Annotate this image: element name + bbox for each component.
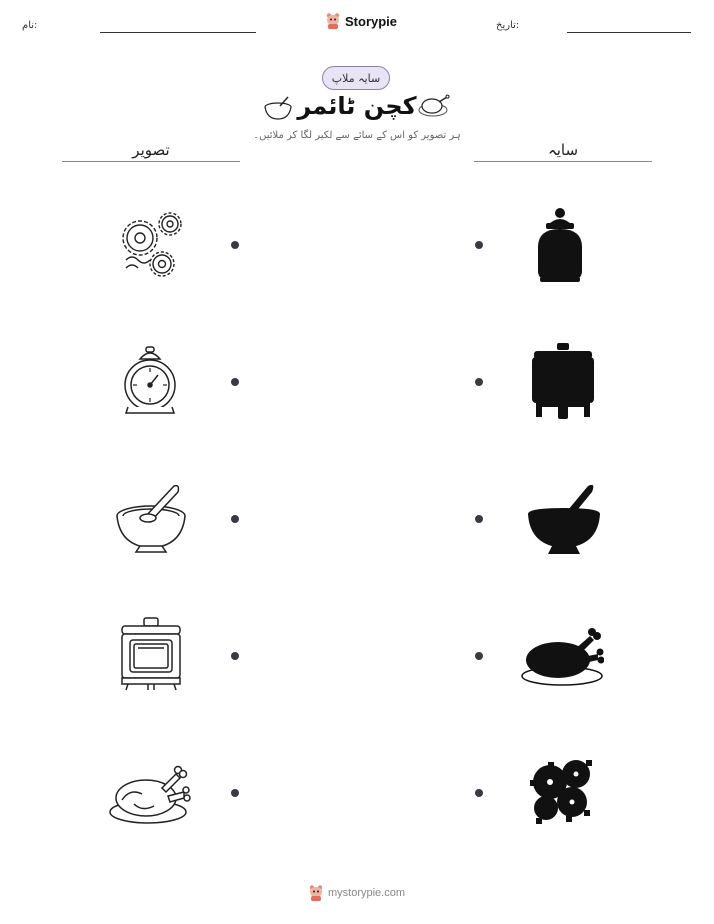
- gears-icon: [118, 210, 184, 280]
- name-label: نام:: [22, 20, 38, 31]
- shadow-dot-3[interactable]: [475, 515, 483, 523]
- lidded-pot-shadow-icon: [530, 207, 590, 283]
- shadow-dot-2[interactable]: [475, 378, 483, 386]
- shadow-dot-1[interactable]: [475, 241, 483, 249]
- date-label: تاریخ:: [496, 20, 520, 31]
- mixing-bowl-icon: [114, 482, 188, 556]
- shadows-heading-rule: [474, 161, 652, 162]
- worksheet-title: کچن ٹائمر: [297, 92, 417, 120]
- instruction-text: ہر تصویر کو اس کے سائے سے لکیر لگا کر ملائیں۔: [253, 130, 461, 141]
- pictures-heading-rule: [62, 161, 240, 162]
- shadows-heading: سایہ: [547, 141, 579, 159]
- footer: [308, 884, 405, 902]
- name-line: [100, 32, 256, 33]
- brand-logo: [325, 12, 397, 30]
- wood-stove-icon: [118, 616, 184, 692]
- shadow-dot-5[interactable]: [475, 789, 483, 797]
- activity-badge: سایہ ملاپ: [322, 66, 390, 90]
- pictures-heading: تصویر: [132, 141, 170, 159]
- picture-dot-3[interactable]: [231, 515, 239, 523]
- shadow-dot-4[interactable]: [475, 652, 483, 660]
- storypie-mascot-icon: [325, 12, 341, 30]
- gears-shadow-icon: [528, 758, 594, 828]
- wood-stove-shadow-icon: [530, 343, 596, 421]
- roast-chicken-shadow-icon: [520, 620, 604, 688]
- kitchen-timer-icon: [120, 345, 180, 417]
- storypie-mascot-icon: [308, 884, 324, 902]
- footer-site-link[interactable]: mystorypie.com: [328, 887, 406, 899]
- brand-name: Storypie: [345, 13, 398, 29]
- picture-dot-2[interactable]: [231, 378, 239, 386]
- chicken-icon: [416, 94, 452, 120]
- date-line: [567, 32, 691, 33]
- roast-chicken-icon: [108, 760, 192, 826]
- picture-dot-5[interactable]: [231, 789, 239, 797]
- picture-dot-4[interactable]: [231, 652, 239, 660]
- picture-dot-1[interactable]: [231, 241, 239, 249]
- mixing-bowl-shadow-icon: [526, 480, 602, 558]
